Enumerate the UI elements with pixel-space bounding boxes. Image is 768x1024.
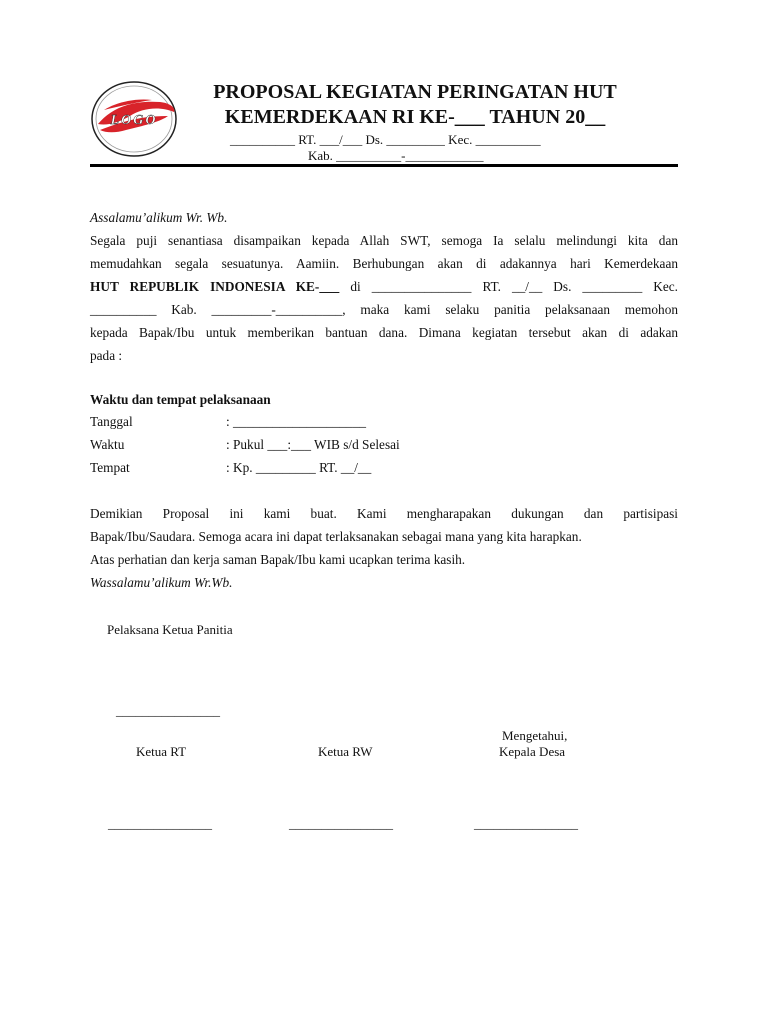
para1-line3-rest: di _______________ RT. __/__ Ds. _________ Kec. [339,279,679,294]
para1-line3 [90,275,678,298]
closing-line3: Atas perhatian dan kerja saman Bapak/Ibu kami ucapkan terima kasih. [90,552,466,567]
rw-head-label: Ketua RW [318,744,373,759]
committee-label: Pelaksana Ketua Panitia [107,622,233,637]
greeting: Assalamu’alikum Wr. Wb. [90,210,228,225]
section-heading: Waktu dan tempat pelaksanaan [90,392,271,407]
detail-label: Waktu [90,437,125,452]
event-name: HUT REPUBLIK INDONESIA KE-___ [90,279,340,294]
document-title-line2: KEMERDEKAAN RI KE-___ TAHUN 20__ [224,106,606,128]
para1-line5: kepada Bapak/Ibu untuk memberikan bantuan dana. Dimana kegiatan tersebut akan di adakan [90,325,678,340]
detail-value: : Kp. _________ RT. __/__ [226,460,372,475]
logo-text: LOGO [110,113,158,128]
para1-line6: pada : [90,348,123,363]
detail-value: : ____________________ [226,414,366,429]
closing-line1: Demikian Proposal ini kami buat. Kami mengharapakan dukungan dan partisipasi [90,506,678,521]
closing-line2: Bapak/Ibu/Saudara. Semoga acara ini dapat terlaksanakan sebagai mana yang kita harapkan. [90,529,582,544]
village-head-label: Kepala Desa [499,744,566,759]
farewell: Wassalamu’alikum Wr.Wb. [90,575,233,590]
para1-line4: __________ Kab. _________-__________, maka kami selaku panitia pelaksanaan memohon [90,302,678,317]
detail-label: Tanggal [90,414,133,429]
detail-value: : Pukul ___:___ WIB s/d Selesai [226,437,400,452]
document-title-line1: PROPOSAL KEGIATAN PERINGATAN HUT [213,81,617,103]
acknowledged-label: Mengetahui, [502,728,568,743]
address-line1: __________ RT. ___/___ Ds. _________ Kec. __________ [230,132,541,147]
para1-line2: memudahkan segala sesuatunya. Aamiin. Berhubungan akan di adakannya hari Kemerdekaan [90,256,678,271]
signature-line-committee: ________________ [116,703,220,718]
header-divider [90,164,678,167]
rt-head-label: Ketua RT [136,744,187,759]
signature-line-rt: ________________ [108,816,212,831]
address-line2: Kab. __________-____________ [308,148,484,163]
para1-line1: Segala puji senantiasa disampaikan kepada Allah SWT, semoga Ia selalu melindungi kita dan [90,233,678,248]
logo-emblem [90,80,178,158]
detail-label: Tempat [90,460,130,475]
signature-line-desa: ________________ [474,816,578,831]
signature-line-rw: ________________ [289,816,393,831]
